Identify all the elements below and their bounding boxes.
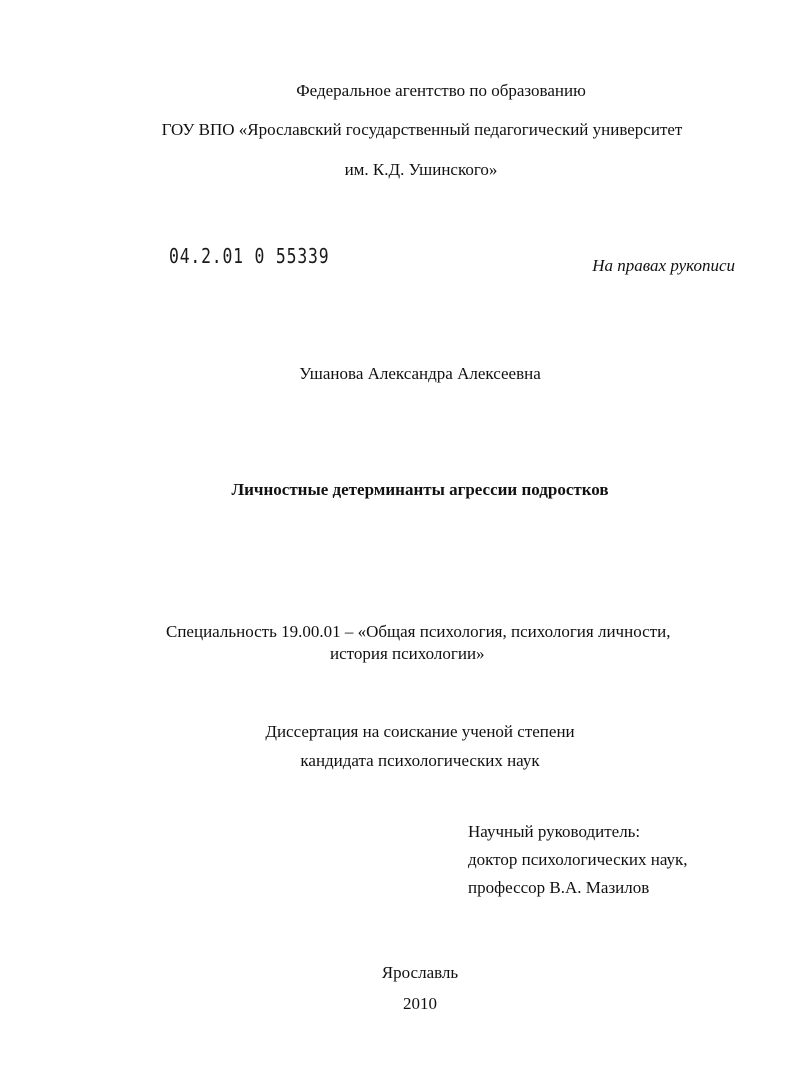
named-after-line: им. К.Д. Ушинского» [344, 160, 498, 179]
supervisor-name: профессор В.А. Мазилов [468, 878, 650, 897]
dissertation-line-2: кандидата психологических наук [300, 751, 540, 770]
agency-line: Федеральное агентство по образованию [296, 81, 586, 100]
supervisor-label: Научный руководитель: [468, 822, 641, 841]
author-name: Ушанова Александра Алексеевна [299, 364, 541, 383]
year: 2010 [403, 994, 437, 1013]
registration-stamp: 04.2.01 0 55339 [169, 244, 330, 268]
university-line: ГОУ ВПО «Ярославский государственный педагогический университет [161, 120, 683, 139]
specialty-line-2: история психологии» [330, 644, 485, 663]
supervisor-degree: доктор психологических наук, [468, 850, 688, 869]
city: Ярославль [381, 963, 459, 982]
dissertation-title: Личностные детерминанты агрессии подростков [231, 480, 609, 499]
manuscript-note: На правах рукописи [592, 256, 735, 275]
dissertation-line-1: Диссертация на соискание ученой степени [265, 722, 575, 741]
specialty-line-1: Специальность 19.00.01 – «Общая психология, психология личности, [166, 622, 671, 641]
